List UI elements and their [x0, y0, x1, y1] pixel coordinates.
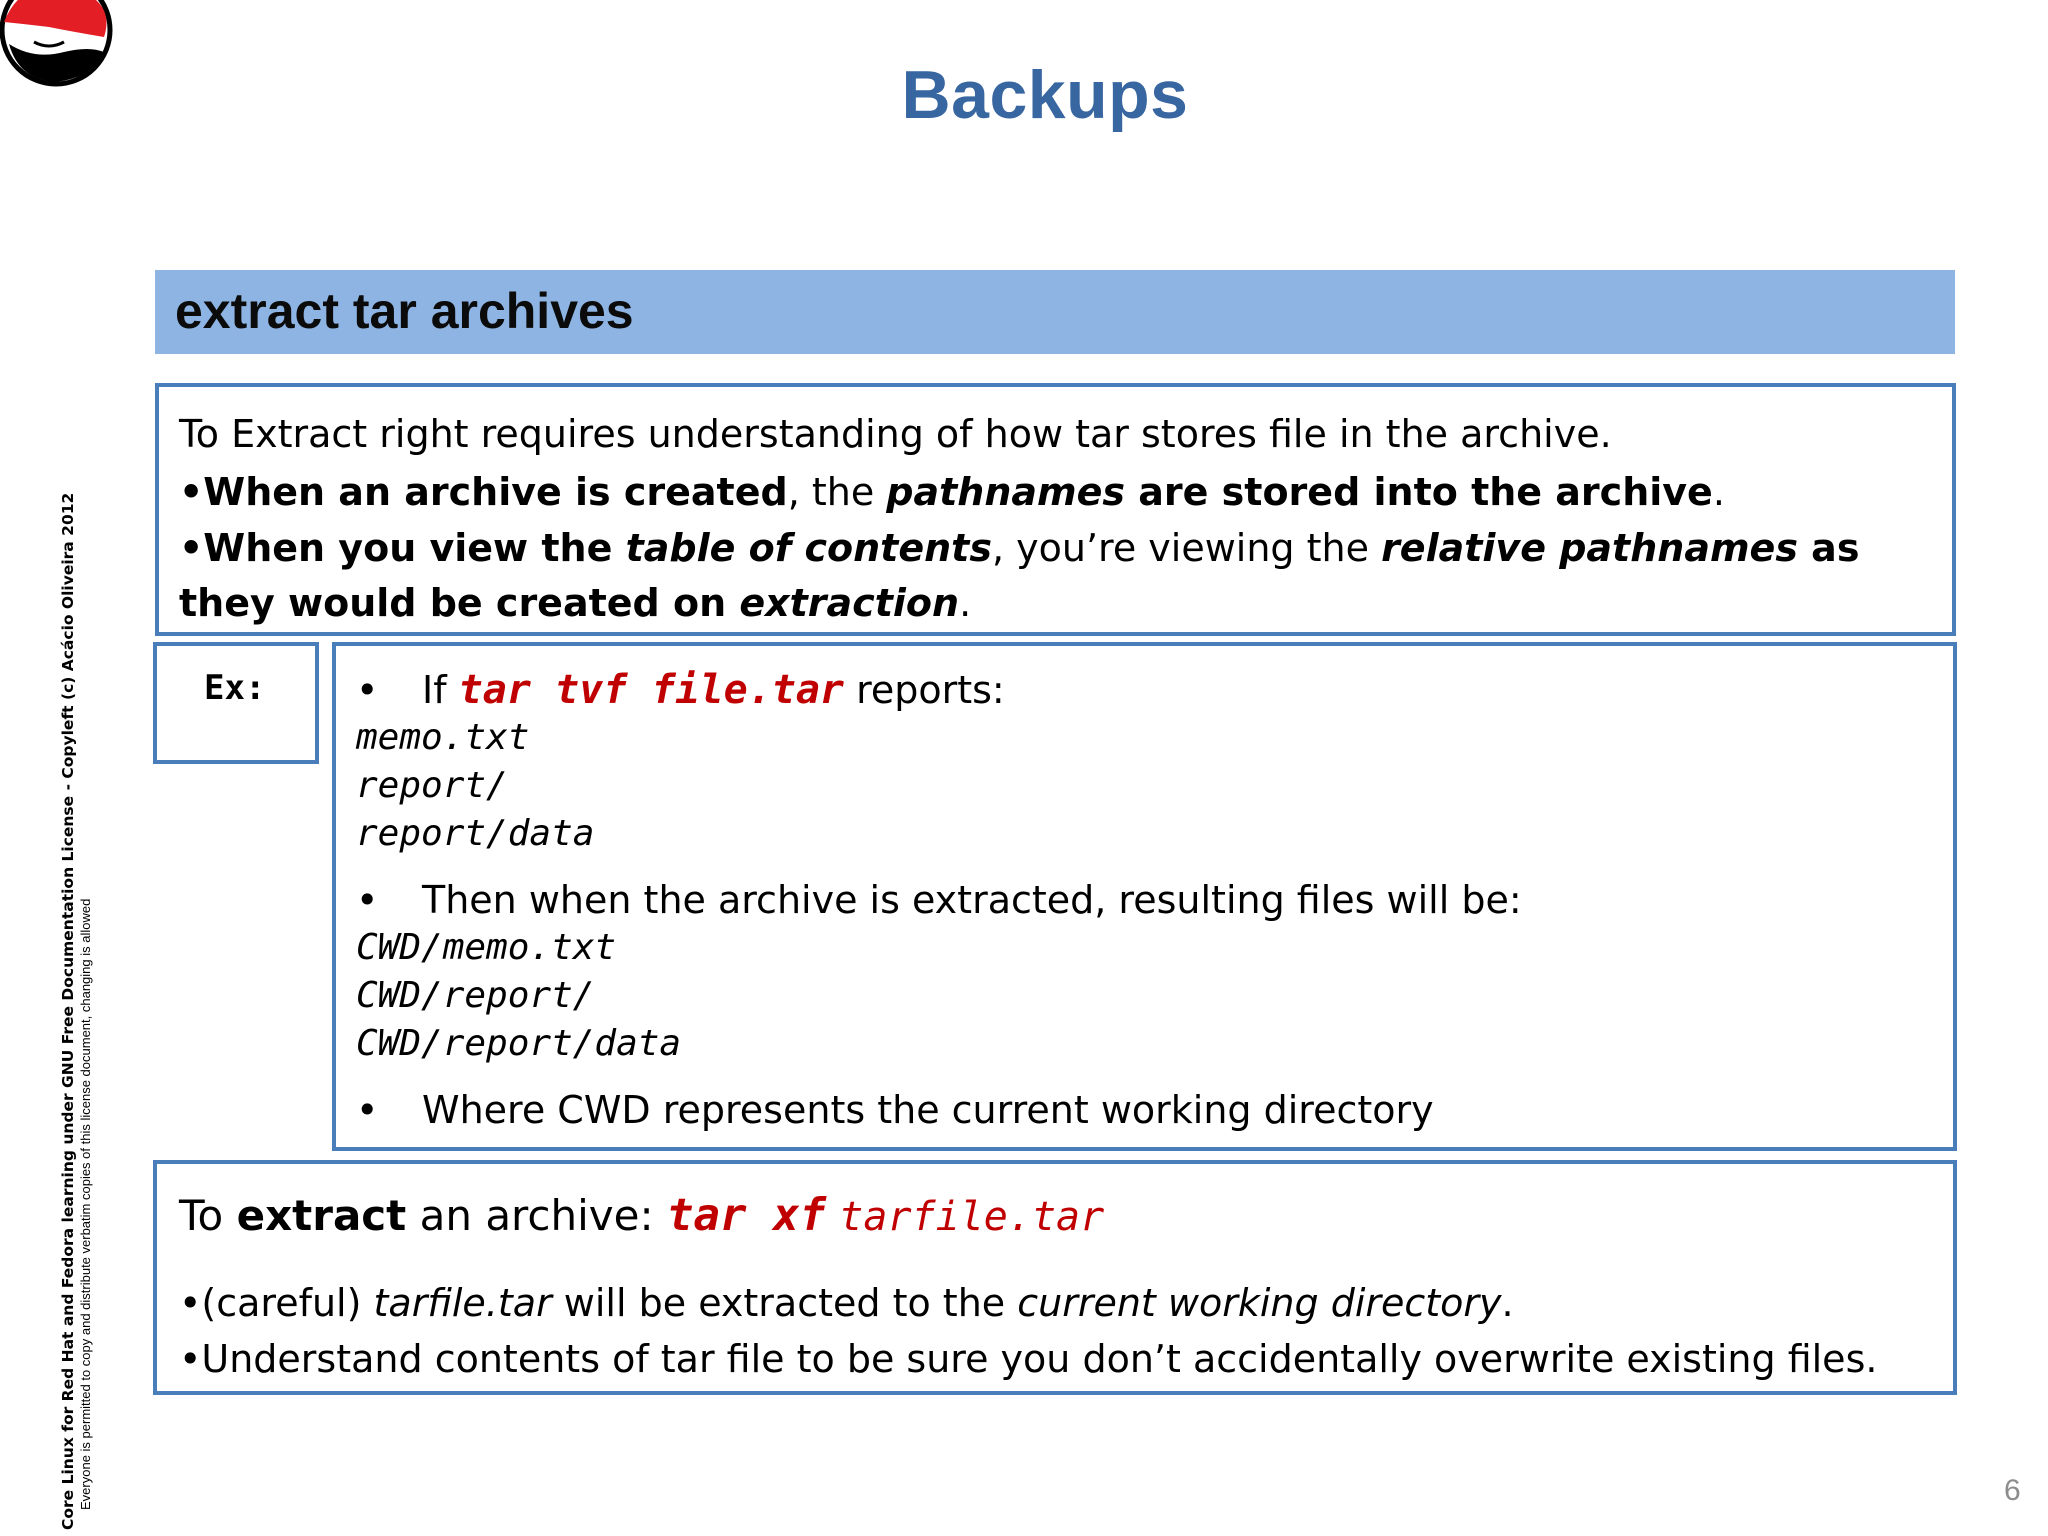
text: an archive: [406, 1191, 667, 1240]
license-line-1: Core Linux for Red Hat and Fedora learning under GNU Free Documentation License - Copyleft (c) Acácio Oliveira 2012 [59, 492, 77, 1530]
bullet-icon: • [356, 668, 379, 712]
extract-bullet-1 [179, 1275, 1953, 1331]
text: Where CWD represents the current working directory [422, 1088, 1434, 1132]
license-line-2: Everyone is permitted to copy and distribute verbatim copies of this license document, changing is allowed [77, 898, 93, 1510]
text: , the [787, 470, 887, 514]
text: To [179, 1191, 237, 1240]
text: Then when the archive is extracted, resulting files will be: [422, 878, 1522, 922]
bold-text: as they would be created on [179, 526, 1860, 625]
command-arg: tarfile.tar [839, 1194, 1105, 1240]
extract-heading [179, 1186, 1953, 1247]
section-header-bar [155, 270, 1955, 354]
listing-line: memo.txt [356, 717, 530, 758]
intro-box [155, 383, 1956, 636]
italic-text: current working directory [1017, 1281, 1502, 1325]
result-line: CWD/report/data [356, 1023, 682, 1064]
text: If [422, 668, 459, 712]
text: •(careful) [179, 1281, 374, 1325]
bold-text: •When an archive is created [179, 470, 788, 514]
bold-text: •When you view the [179, 526, 626, 570]
text: . [1712, 470, 1725, 514]
intro-bullet-2 [179, 521, 1952, 631]
bold-italic-text: pathnames [886, 470, 1126, 514]
text: . [959, 581, 972, 625]
bullet-icon: • [356, 878, 379, 922]
bold-text: are stored into the archive [1125, 470, 1713, 514]
text: reports: [843, 668, 1005, 712]
result-line: CWD/report/ [356, 975, 595, 1016]
page-number: 6 [2004, 1474, 2021, 1507]
command-text: tar xf [666, 1190, 826, 1241]
example-label-box [153, 642, 319, 764]
text: will be extracted to the [551, 1281, 1018, 1325]
extract-box [153, 1160, 1957, 1395]
example-bullet-2 [356, 876, 1953, 924]
bullet-icon: • [356, 1088, 379, 1132]
example-label: Ex: [204, 668, 266, 708]
text: . [1501, 1281, 1514, 1325]
slide-title: Backups [901, 57, 1189, 133]
example-box [332, 642, 1957, 1151]
example-bullet-1 [356, 666, 1953, 714]
text: , you’re viewing the [991, 526, 1382, 570]
extract-bullet-2: •Understand contents of tar file to be sure you don’t accidentally overwrite existing files. [179, 1337, 1878, 1381]
result-line: CWD/memo.txt [356, 927, 617, 968]
bold-italic-text: relative pathnames [1381, 526, 1798, 570]
italic-text: tarfile.tar [373, 1281, 552, 1325]
bold-italic-text: extraction [739, 581, 960, 625]
sidebar-license-text [58, 492, 94, 1530]
intro-line: To Extract right requires understanding of how tar stores file in the archive. [179, 412, 1612, 456]
command-text: tar tvf file.tar [458, 667, 844, 713]
section-title: extract tar archives [175, 283, 634, 339]
listing-line: report/data [356, 813, 595, 854]
bold-text: extract [236, 1191, 407, 1240]
listing-line: report/ [356, 765, 508, 806]
example-bullet-3 [356, 1086, 1953, 1134]
intro-bullet-1 [179, 463, 1952, 521]
bold-italic-text: table of contents [625, 526, 992, 570]
